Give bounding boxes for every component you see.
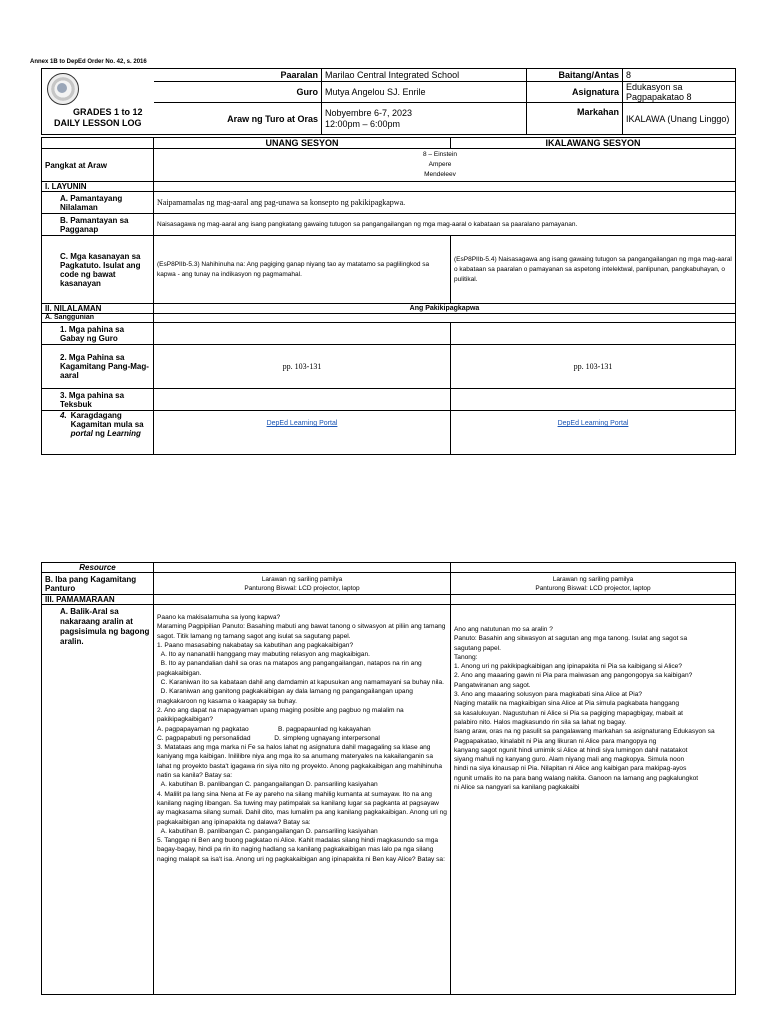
col2-line: palabiro nito. Halos magkasundo rin sila sa lahat ng bagay. [454,718,627,726]
col2-line: ngunit umalis ito na para bang walang nakita. Ganoon na lamang ang pagkalungkot [454,774,699,782]
markahan-label: Markahan [527,103,623,135]
araw-label: Araw ng Turo at Oras [154,103,322,135]
layunin-label: I. LAYUNIN [42,182,154,192]
pamantayan-pagganap-text: Naisasagawa ng mag-aaral ang isang pangkatang gawaing tutugon sa pangangailangan ng mga mag-aaral o kabataan sa paaralano pamayanan. [154,214,736,236]
balik-aral-col-1 [154,605,451,995]
kagamitang-label: 2. Mga Pahina sa Kagamitang Pang-Mag-aaral [42,345,154,389]
pangkat-label: Pangkat at Araw [42,149,154,182]
pangkat-3: Mendeleev [424,171,456,178]
ikalawang-sesyon-header: IKALAWANG SESYON [451,138,736,149]
baitang-value: 8 [623,69,736,82]
col2-line: Pangatwiranan ang sagot. [454,681,531,689]
balik-aral-col-2 [451,605,736,995]
header-table [41,68,736,135]
col2-line: sagutang papel. [454,644,501,652]
karagdagang-text-b: portal [70,429,93,438]
col1-line: 3. Matataas ang mga marka ni Fe sa halos lahat ng asignatura dahil magagaling sa klase ang kaniyang mga kaibigan. Inililibre niya ang mga ito sa anumang materyales na kakailanganin sa lahat ng proyekto basta't igagawa rin siya nito ng proyekto. Anong pagkakaibigan ang mahihinuha natin sa kanila? Batay sa: [157,744,444,780]
col1-line: Maraming Pagpipilian Panuto: Basahing mabuti ang bawat tanong o sitwasyon at piliin ang tamang sagot. Titik lamang ng tamang sagot ang isulat sa sagutang papel. [157,623,448,640]
unang-sesyon-header: UNANG SESYON [154,138,451,149]
teksbuk-label: 3. Mga pahina sa Teksbuk [42,389,154,411]
nilalaman-text: Ang Pakikipagkapwa [154,304,736,314]
col2-line: 2. Ano ang maaaring gawin ni Pia para maiwasan ang pangongopya sa kaibigan? [454,672,693,680]
col2-line: siyang mahuli ng kanyang guro. Alam niyang mali ang magkopya. Simula noon [454,756,685,764]
markahan-value: IKALAWA (Unang Linggo) [623,103,736,135]
deped-portal-link-2[interactable]: DepEd Learning Portal [557,420,629,427]
pangkat-1: 8 – Einstein [423,151,457,158]
iba-pang-value-2 [451,573,736,595]
karagdagang-label [42,411,154,455]
annex-label: Annex 1B to DepEd Order No. 42, s. 2016 [30,59,147,65]
deped-portal-link-1[interactable]: DepEd Learning Portal [266,420,338,427]
baitang-label: Baitang/Antas [527,69,623,82]
kagamitang-pages-1: pp. 103-131 [154,345,451,389]
guro-label: Guro [154,82,322,103]
col2-line: Isang araw, oras na ng pasulit sa pangalawang markahan sa asignaturang Edukasyon sa Pagpapakatao, kinalabit ni Pia ang likuran ni Alice para mangopya ng [454,728,717,745]
karagdagang-text-a: Karagdagang Kagamitan mula sa [70,411,144,429]
asignatura-value: Edukasyon sa Pagpapakatao 8 [623,82,736,103]
iba-pang-1a: Larawan ng sariling pamilya [261,575,343,583]
guro-value: Mutya Angelou SJ. Enrile [322,82,527,103]
col2-line: Tanong: [454,653,478,661]
karagdagang-text-c: ng [92,429,108,438]
araw-date: Nobyembre 6-7, 2023 [325,107,413,118]
col1-line: Paano ka makisalamuha sa iyong kapwa? [157,614,281,621]
araw-time: 12:00pm – 6:00pm [325,118,401,129]
pamantayan-pagganap-label: B. Pamantayan sa Pagganap [42,214,154,236]
karagdagang-text-d: Learning [107,429,141,438]
col2-line: Ano ang natutunan mo sa aralin ? [454,626,553,633]
title-line-2: DAILY LESSON LOG [53,118,142,128]
pamamaraan-label: III. PAMAMARAAN [42,595,154,605]
deped-seal-icon [47,73,79,105]
col2-line: Panuto: Basahin ang sitwasyon at sagutan ang mga tanong. Isulat ang sagot sa [454,635,688,643]
lesson-table-2 [41,562,736,995]
col2-line: kanyang sagot ngunit hindi umimik si Alice at hindi siya lumingon dahil natatakot [454,746,688,754]
kagamitang-pages-2: pp. 103-131 [451,345,736,389]
pamantayang-nilalaman-text: Naipamamalas ng mag-aaral ang pag-unawa sa konsepto ng pakikipagkapwa. [154,192,736,214]
asignatura-label: Asignatura [527,82,623,103]
iba-pang-label: B. Iba pang Kagamitang Panturo [42,573,154,595]
col2-line: 1. Anong uri ng pakikipagkaibigan ang ipinapakita ni Pia sa kaibigang si Alice? [454,663,683,671]
col2-line: 3. Ano ang maaaring solusyon para magkabati sina Alice at Pia? [454,691,643,699]
kasanayan-label: C. Mga kasanayan sa Pagkatuto. Isulat ang code ng bawat kasanayan [42,236,154,304]
kasanayan-text-2: (EsP8PIIb-5.4) Naisasagawa ang isang gawaing tutugon sa pangangailangan ng mga mag-aaral o kabataan sa paaralan o pamayanan sa aspetong intelektwal, panlipunan, pangkabuhayan, o pulitikal. [451,236,736,304]
sanggunian-label: A. Sanggunian [42,314,154,323]
col1-line: 1. Paano masasabing nakabatay sa kabutihan ang pagkakaibigan? [157,641,354,649]
col2-line: sa kasalukuyan. Nagustuhan ni Alice si Pia sa pagiging mapagbigay, mabait at [454,709,683,717]
resource-label: Resource [42,563,154,573]
araw-value [322,103,527,135]
col2-line: Naging matalik na magkaibigan sina Alice at Pia simula pagkabata hanggang [454,700,680,708]
col1-line: 4. Malilit pa lang sina Nena at Fe ay pareho na silang mahilig kumanta at sumayaw. Ito na ang kanilang naging libangan. Sa tuwing may patimpalak sa kanilang lugar sa pagkanta at pagsayaw ay magkasama silang sumali. Dahil dito, mas lumalim pa ang kanilang pagkakaibigan. Anong uri ng pagkakaibigan ang ipinapakita ng dalawa? Batay sa: [157,790,449,826]
paaralan-label: Paaralan [154,69,322,82]
col1-line: B. Ito ay panandalian dahil sa oras na matapos ang pangangailangan, natapos na rin ang pagkakaibigan. [157,660,424,677]
paaralan-value: Marilao Central Integrated School [322,69,527,82]
pamantayang-nilalaman-label: A. Pamantayang Nilalaman [42,192,154,214]
pangkat-value [154,149,736,182]
col1-line: A. Ito ay nananatili hanggang may mabuting relasyon ang magkaibigan. [157,651,370,659]
kasanayan-text-1: (EsP8PIIb-5.3) Nahihinuha na: Ang pagiging ganap niyang tao ay matatamo sa paglilingkod sa kapwa - ang tunay na indikasyon ng pagmamahal. [154,236,451,304]
col2-line: ni Alice sa nangyari sa kanilang pagkakaibi [454,784,580,792]
col1-line: A. kabutihan B. panlibangan C. pangangailangan D. pansariling kasiyahan [157,827,378,835]
col1-line: 5. Tanggap ni Ben ang buong pagkatao ni Alice. Kahit madalas silang hindi magkasundo sa mga bagay-bagay, hindi pa rin ito naging hadlang sa kanilang pagkakaibigan mas lalo pa nga silang naging malapit sa isa't isa. Anong uri ng pagkakaibigan ang ipinapakita ni Ben kay Alice? Batay sa: [157,837,445,863]
pangkat-2: Ampere [428,161,452,168]
col2-line: hindi na siya kinausap ni Pia. Nilapitan ni Alice ang kaibigan para makipag-ayos [454,765,687,773]
iba-pang-value-1 [154,573,451,595]
col1-line: A. kabutihan B. panlibangan C. pangangailangan D. pansariling kasiyahan [157,781,378,789]
iba-pang-2b: Panturong Biswal: LCD projector, laptop [535,584,651,592]
iba-pang-2a: Larawan ng sariling pamilya [552,575,634,583]
col1-line: A. pagpapayaman ng pagkatao B. pagpapaunlad ng kakayahan [157,725,371,733]
balik-aral-label: A. Balik-Aral sa nakaraang aralin at pagsisimula ng bagong aralin. [42,605,154,995]
col1-line: 2. Ano ang dapat na mapagyaman upang maging posible ang pagbuo ng malalim na pakikipagkaibigan? [157,706,406,724]
logo-cell [42,69,154,135]
col1-line: C. pagpapabuti ng personalidad D. simpleng ugnayang interpersonal [157,734,380,742]
col1-line: C. Karaniwan ito sa kabataan dahil ang damdamin at kapusukan ang namamayani sa buhay nila. [157,679,445,687]
karagdagang-num: 4. [60,411,67,420]
gabay-guro-label: 1. Mga pahina sa Gabay ng Guro [42,323,154,345]
iba-pang-1b: Panturong Biswal: LCD projector, laptop [244,584,360,592]
nilalaman-label: II. NILALAMAN [42,304,154,314]
lesson-table-1 [41,137,736,455]
title-line-1: GRADES 1 to 12 [72,107,143,117]
col1-line: D. Karaniwan ang ganitong pagkakaibigan ay dala lamang ng pangangailangan upang magkakaroon ng kasama o kaagapay sa buhay. [157,688,415,705]
